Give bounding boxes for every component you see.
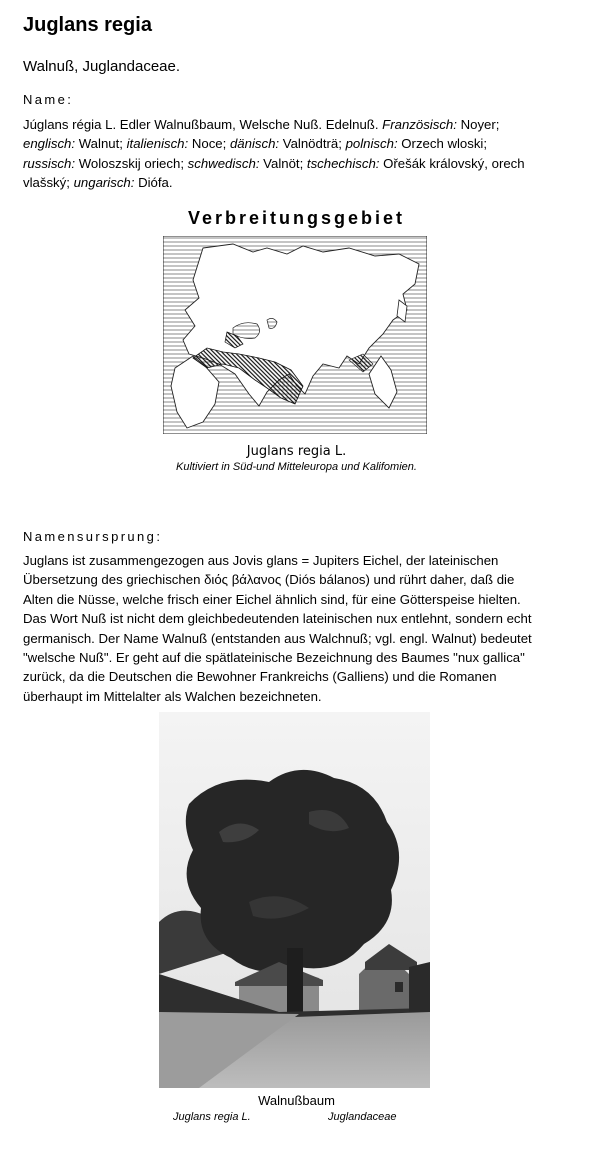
photo-family-name: Juglandaceae (328, 1111, 397, 1123)
page-title: Juglans regia (23, 14, 152, 36)
names-line: russisch: Woloszskij oriech; schwedisch: Valnöt; tschechisch: Ořešák královský, orech (23, 155, 525, 171)
photo-latin-name: Juglans regia L. (173, 1111, 251, 1123)
origin-line: Übersetzung des griechischen διός βάλανος (Diós bálanos) und rührt daher, daß die (23, 572, 515, 588)
origin-paragraph (23, 551, 578, 706)
walnut-tree-photo (159, 712, 430, 1088)
origin-line: "welsche Nuß". Er geht auf die spätlateinische Bezeichnung des Baumes "nux gallica" (23, 650, 525, 666)
map-caption: Juglans regia L. (246, 444, 347, 459)
names-paragraph (23, 115, 578, 193)
origin-line: zurück, da die Deutschen die Bewohner Frankreichs (Galliens) und die Romanen (23, 669, 497, 685)
names-line: englisch: Walnut; italienisch: Noce; dänisch: Valnödträ; polnisch: Orzech wloski; (23, 136, 488, 152)
map-subcaption: Kultiviert in Süd-und Mitteleuropa und Kalifomien. (176, 461, 417, 473)
origin-line: Das Wort Nuß ist nicht dem gleichbedeutenden lateinischen nux entlehnt, sondern echt (23, 611, 532, 627)
origin-line: Juglans ist zusammengezogen aus Jovis glans = Jupiters Eichel, der lateinischen (23, 553, 499, 568)
distribution-map (163, 236, 427, 434)
photo-caption: Walnußbaum (258, 1093, 335, 1108)
page-subtitle: Walnuß, Juglandaceae. (23, 58, 181, 75)
origin-line: Alten die Nüsse, welche frisch einer Eichel ähnlich sind, für eine Götterspeise hielten. (23, 591, 521, 607)
names-line: Júglans régia L. Edler Walnußbaum, Welsche Nuß. Edelnuß. Französisch: Noyer; (23, 117, 500, 132)
origin-line: germanisch. Der Name Walnuß (entstanden aus Walchnuß; vgl. engl. Walnut) bedeutet (23, 630, 532, 646)
names-heading: Name: (23, 92, 74, 107)
origin-heading: Namensursprung: (23, 529, 163, 544)
origin-line: überhaupt im Mittelalter als Walchen bezeichneten. (23, 688, 322, 704)
names-line: vlašský; ungarisch: Diófa. (23, 175, 173, 191)
map-title: Verbreitungsgebiet (187, 208, 406, 228)
